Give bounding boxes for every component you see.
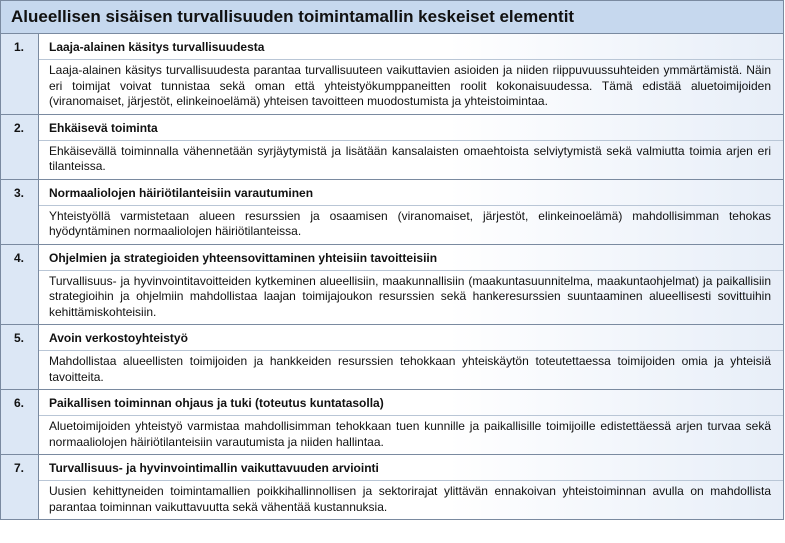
row-description: Uusien kehittyneiden toimintamallien poikkihallinnollisen ja sektorirajat ylittävän ennakoivan yhteistoiminnan avulla on mahdollista parantaa toiminnan vaikuttavuutta sekä vähentää kustannuksia. — [49, 484, 771, 514]
row-content — [39, 180, 783, 244]
row-number: 5. — [1, 325, 39, 389]
row-content — [39, 245, 783, 325]
elements-table — [0, 34, 784, 520]
row-divider — [39, 350, 783, 351]
row-number: 4. — [1, 245, 39, 325]
table-row — [1, 454, 783, 519]
table-row — [1, 179, 783, 244]
row-heading: Avoin verkostoyhteistyö — [49, 331, 188, 345]
row-heading: Paikallisen toiminnan ohjaus ja tuki (toteutus kuntatasolla) — [49, 396, 384, 410]
row-divider — [39, 205, 783, 206]
row-divider — [39, 59, 783, 60]
row-heading: Ohjelmien ja strategioiden yhteensovittaminen yhteisiin tavoitteisiin — [49, 250, 438, 265]
row-heading: Ehkäisevä toiminta — [49, 120, 158, 135]
row-number: 2. — [1, 115, 39, 179]
row-number: 1. — [1, 34, 39, 114]
row-content — [39, 34, 783, 114]
row-heading: Turvallisuus- ja hyvinvointimallin vaikuttavuuden arviointi — [49, 461, 379, 475]
row-divider — [39, 480, 783, 481]
row-content — [39, 115, 783, 179]
table-row — [1, 34, 783, 114]
table-title: Alueellisen sisäisen turvallisuuden toimintamallin keskeiset elementit — [0, 0, 784, 34]
row-heading: Laaja-alainen käsitys turvallisuudesta — [49, 40, 265, 54]
row-content — [39, 455, 783, 519]
table-row — [1, 244, 783, 325]
row-content — [39, 390, 783, 454]
row-description: Mahdollistaa alueellisten toimijoiden ja hankkeiden resurssien tehokkaan yhteiskäytön toteutettaessa toimijoiden omia ja yhteisiä tavoitteita. — [49, 354, 771, 384]
row-divider — [39, 415, 783, 416]
row-heading: Normaaliolojen häiriötilanteisiin varautuminen — [49, 185, 314, 200]
row-divider — [39, 140, 783, 141]
row-number: 7. — [1, 455, 39, 519]
row-description: Ehkäisevällä toiminnalla vähennetään syrjäytymistä ja lisätään kansalaisten omaehtoista selviytymistä sekä valmiutta toimia arjen eri tilanteissa. — [49, 143, 771, 173]
table-row — [1, 389, 783, 454]
table-row — [1, 114, 783, 179]
row-number: 3. — [1, 180, 39, 244]
row-description: Turvallisuus- ja hyvinvointitavoitteiden kytkeminen alueellisiin, maakunnallisiin (maakuntasuunnitelma, maakuntaohjelmat) ja paikallisiin strategioihin ja ohjelmiin mahdollistaa laajan toimijajoukon resurssien sekä hankeresurssien suuntaaminen alueellisesti sovittuihin kehittämiskohteisiin. — [49, 273, 771, 319]
row-divider — [39, 270, 783, 271]
row-description: Aluetoimijoiden yhteistyö varmistaa mahdollisimman tehokkaan tuen kunnille ja paikallisille toimijoille edistettäessä arjen turvaa sekä normaaliolojen häiriötilanteisiin varautumista ja niiden hallintaa. — [49, 419, 771, 449]
row-content — [39, 325, 783, 389]
row-description: Yhteistyöllä varmistetaan alueen resurssien ja osaamisen (viranomaiset, järjestöt, elinkeinoelämä) mahdollisimman tehokas hyödyntäminen normaaliolojen häiriötilanteissa. — [49, 208, 771, 238]
row-description: Laaja-alainen käsitys turvallisuudesta parantaa turvallisuuteen vaikuttavien asioiden ja niiden riippuvuussuhteiden ymmärtämistä. Näin eri toimijat voivat tunnistaa sekä oman että yhteistyökumppaneitten roolit kokonaisuudessa. Tämä edistää aluetoimijoiden (viranomaiset, järjestöt, elinkeinoelämä) yhteisen tavoitteen muodostumista ja yhteistoimintaa. — [49, 63, 771, 108]
row-number: 6. — [1, 390, 39, 454]
table-row — [1, 324, 783, 389]
